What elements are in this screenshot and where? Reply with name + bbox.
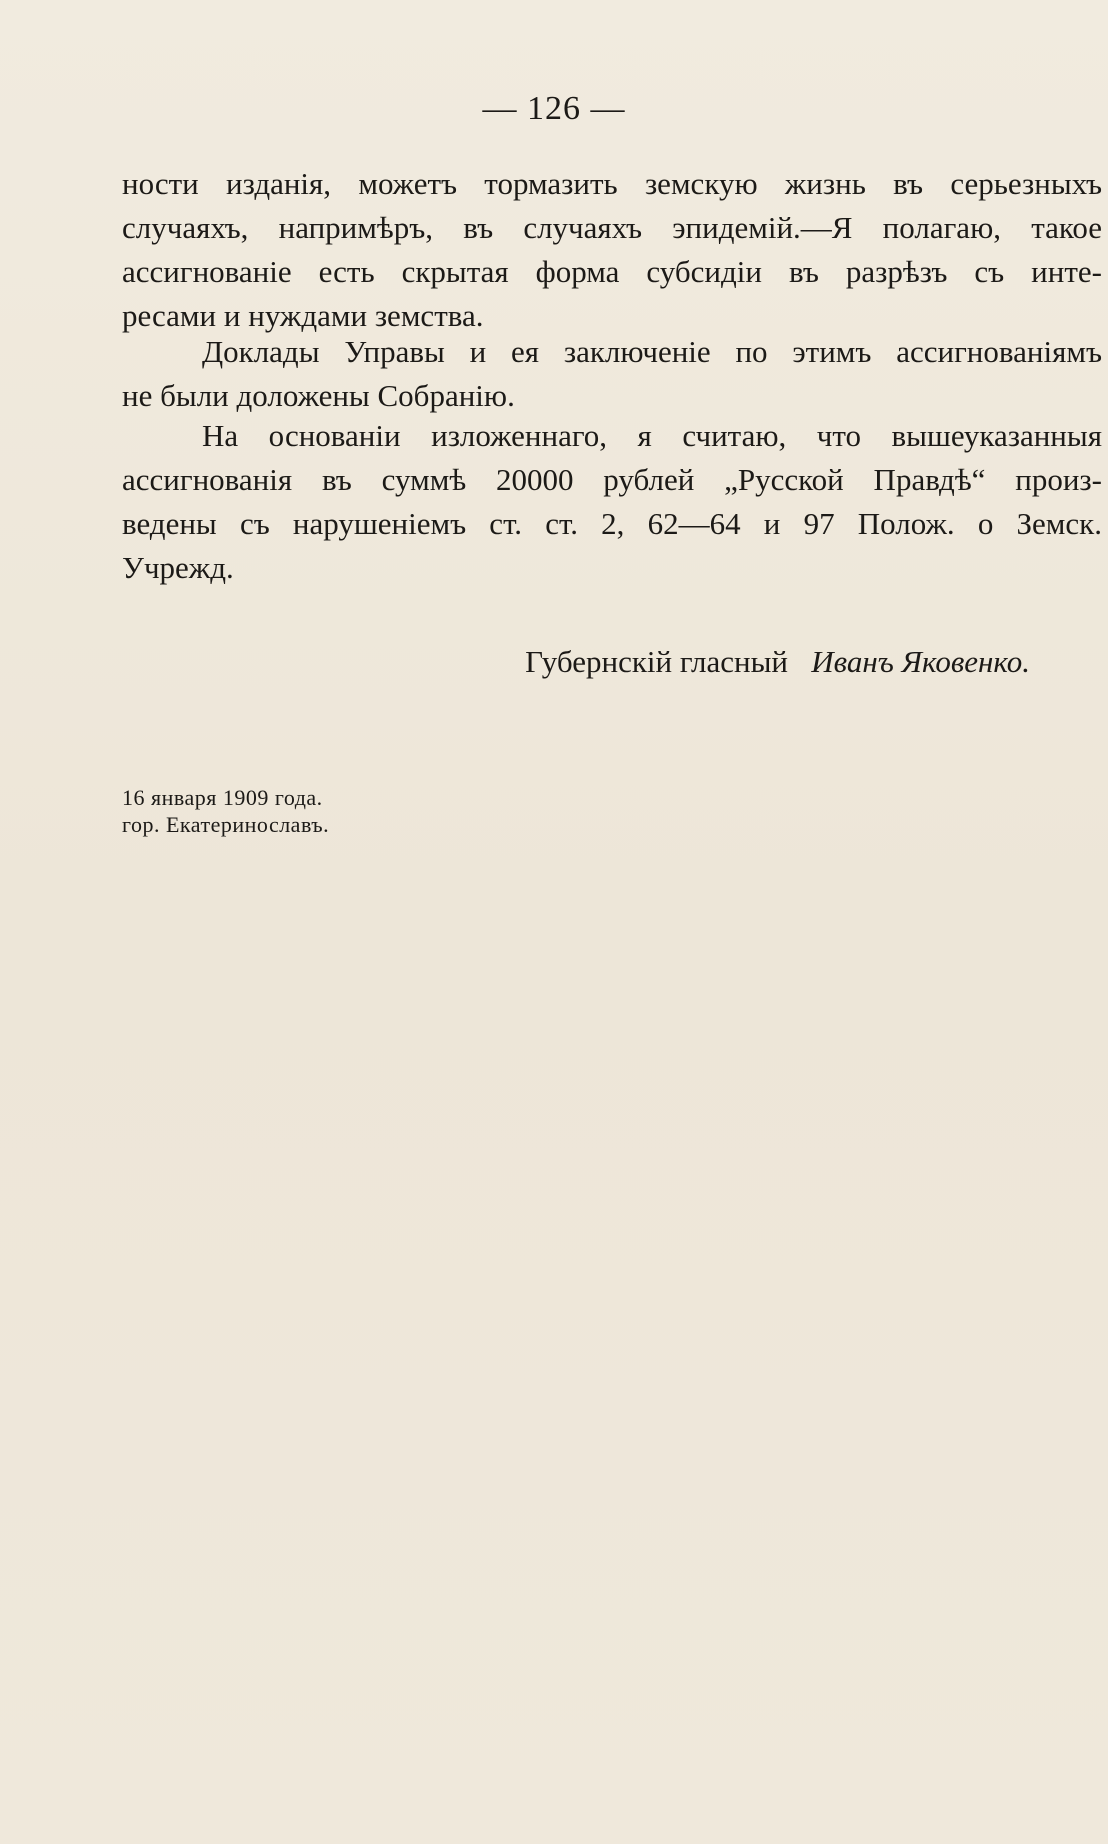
paragraph-conclusion bbox=[122, 414, 1102, 590]
page-number: — 126 — bbox=[482, 90, 626, 127]
text-line: Доклады Управы и ея заключеніе по этимъ ассигнованіямъ bbox=[202, 334, 1102, 369]
signature-title: Губернскій гласный bbox=[525, 644, 789, 679]
text-line: не были доложены Собранію. bbox=[122, 378, 515, 413]
text-line: ресами и нуждами земства. bbox=[122, 298, 484, 333]
text-line: случаяхъ, напримѣръ, въ случаяхъ эпидемій.—Я полагаю, такое bbox=[122, 210, 1102, 245]
text-line: ассигнованіе есть скрытая форма субсидіи въ разрѣзъ съ инте- bbox=[122, 254, 1102, 289]
text-line: Учрежд. bbox=[122, 550, 234, 585]
paragraph-continuation bbox=[122, 162, 1102, 338]
signature-line bbox=[0, 640, 1030, 684]
text-line: ассигнованія въ суммѣ 20000 рублей „Русской Правдѣ“ произ- bbox=[122, 462, 1102, 497]
text-line: ности изданія, можетъ тормазить земскую жизнь въ серьезныхъ bbox=[122, 166, 1102, 201]
paragraph-reports bbox=[122, 330, 1102, 418]
text-line: ведены съ нарушеніемъ ст. ст. 2, 62—64 и 97 Полож. о Земск. bbox=[122, 506, 1102, 541]
dateline bbox=[122, 784, 329, 838]
text-line: На основаніи изложеннаго, я считаю, что вышеуказанныя bbox=[202, 418, 1102, 453]
place-text: гор. Екатеринославъ. bbox=[122, 812, 330, 837]
signature-name: Иванъ Яковенко. bbox=[811, 644, 1030, 679]
date-text: 16 января 1909 года. bbox=[122, 785, 323, 810]
